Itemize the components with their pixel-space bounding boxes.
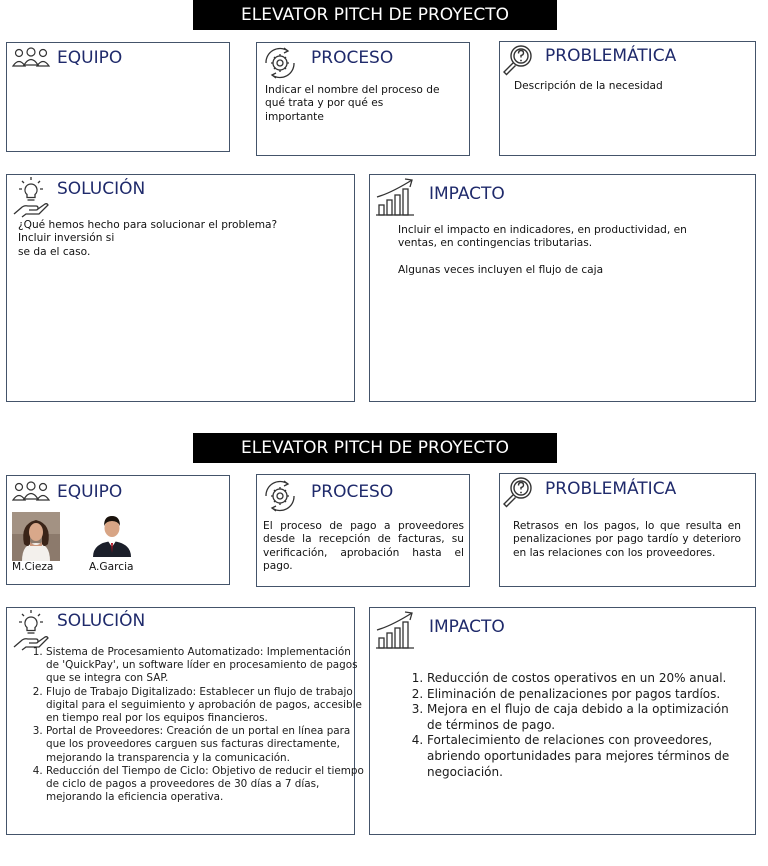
growth-chart-icon — [374, 177, 416, 217]
bottom-proceso-text: El proceso de pago a proveedores desde la recepción de facturas, su verificación, aprobación hasta el pago. — [263, 520, 464, 573]
top-banner: ELEVATOR PITCH DE PROYECTO — [193, 0, 557, 30]
impacto-item: 4. Fortalecimiento de relaciones con proveedores, abriendo oportunidades para mejores términos de negociación. — [427, 733, 737, 780]
bottom-equipo-title: EQUIPO — [57, 482, 123, 502]
solucion-item: 2. Flujo de Trabajo Digitalizado: Establecer un flujo de trabajo digital para el seguimiento y aprobación de pagos, accesible en tiempo real por los equipos financieros. — [46, 686, 366, 726]
bottom-proceso-title: PROCESO — [311, 482, 394, 502]
top-solucion-box — [6, 174, 355, 402]
bottom-impacto-title: IMPACTO — [429, 617, 505, 637]
top-problematica-text: Descripción de la necesidad — [514, 80, 663, 92]
idea-hand-icon — [11, 609, 51, 651]
top-impacto-text-1: Incluir el impacto en indicadores, en productividad, en ventas, en contingencias tributarias. — [398, 224, 687, 250]
growth-chart-icon — [374, 610, 416, 650]
member-name-2: A.Garcia — [89, 561, 134, 573]
top-impacto-title: IMPACTO — [429, 184, 505, 204]
solucion-item: 4. Reducción del Tiempo de Ciclo: Objetivo de reducir el tiempo de ciclo de pagos a proveedores de 30 días a 7 días, mejorando la eficiencia operativa. — [46, 765, 366, 805]
member-photo-woman — [12, 512, 60, 561]
top-proceso-text: Indicar el nombre del proceso de qué trata y por qué es importante — [265, 84, 440, 123]
impacto-item: 2. Eliminación de penalizaciones por pagos tardíos. — [427, 687, 737, 703]
top-solucion-text-2: Incluir inversión si — [18, 232, 115, 244]
member-name-1: M.Cieza — [12, 561, 54, 573]
team-icon — [11, 481, 51, 505]
solucion-list — [22, 646, 366, 804]
member-photo-man — [91, 513, 133, 557]
impacto-item: 1. Reducción de costos operativos en un 20% anual. — [427, 671, 737, 687]
top-problematica-title: PROBLEMÁTICA — [545, 46, 677, 66]
solucion-item: 1. Sistema de Procesamiento Automatizado: Implementación de 'QuickPay', un software líder en procesamiento de pagos que se integra con SAP. — [46, 646, 366, 686]
bottom-problematica-text: Retrasos en los pagos, lo que resulta en penalizaciones por pago tardío y deterioro en las relaciones con los proveedores. — [513, 520, 741, 559]
team-icon — [11, 47, 51, 71]
bottom-solucion-title: SOLUCIÓN — [57, 611, 146, 631]
impacto-item: 3. Mejora en el flujo de caja debido a la optimización de términos de pago. — [427, 702, 737, 733]
solucion-item: 3. Portal de Proveedores: Creación de un portal en línea para que los proveedores carguen sus facturas directamente, mejorando la transparencia y la comunicación. — [46, 725, 366, 765]
bottom-banner: ELEVATOR PITCH DE PROYECTO — [193, 433, 557, 463]
impacto-list — [403, 671, 737, 780]
top-impacto-text-2: Algunas veces incluyen el flujo de caja — [398, 264, 604, 276]
question-magnifier-icon — [500, 475, 536, 511]
top-proceso-title: PROCESO — [311, 48, 394, 68]
question-magnifier-icon — [500, 43, 536, 79]
top-solucion-text-3: se da el caso. — [18, 246, 91, 258]
top-solucion-title: SOLUCIÓN — [57, 179, 146, 199]
top-equipo-title: EQUIPO — [57, 48, 123, 68]
top-solucion-text-1: ¿Qué hemos hecho para solucionar el problema? — [18, 219, 278, 231]
idea-hand-icon — [11, 176, 51, 218]
gear-cycle-icon — [260, 477, 300, 515]
gear-cycle-icon — [260, 44, 300, 82]
bottom-problematica-title: PROBLEMÁTICA — [545, 479, 677, 499]
top-impacto-box — [369, 174, 756, 402]
